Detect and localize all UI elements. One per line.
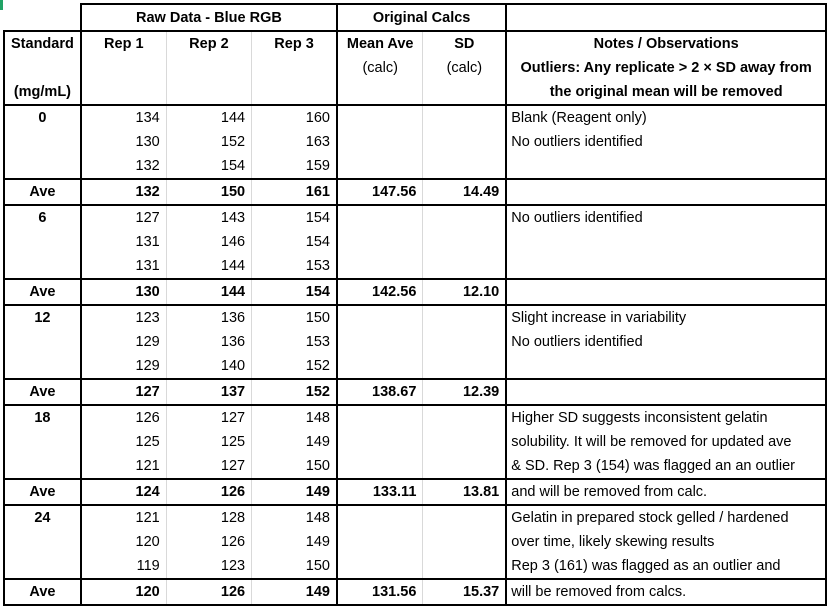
rep1-cell[interactable]: 120 [81,530,166,554]
notes-title: Notes / Observations [593,36,739,52]
notes-rule-line2: the original mean will be removed [549,84,783,100]
note-cell[interactable]: Rep 3 (161) was flagged as an outlier and [506,554,826,579]
ave-mean-cell[interactable]: 142.56 [337,279,423,305]
note-cell[interactable] [506,354,826,379]
standard-cell[interactable] [4,230,81,254]
ave-row [4,279,826,305]
rep1-cell[interactable]: 131 [81,254,166,279]
rep1-header[interactable]: Rep 1 [81,31,166,105]
ave-rep2-cell[interactable]: 126 [166,479,251,505]
mean-cell[interactable] [337,330,423,354]
ave-note-cell[interactable] [506,379,826,405]
rep2-cell[interactable]: 126 [166,530,251,554]
sd-cell[interactable] [423,205,506,230]
mean-cell[interactable] [337,205,423,230]
rep3-cell[interactable]: 150 [252,305,337,330]
rep1-cell[interactable]: 129 [81,330,166,354]
rep2-cell[interactable]: 144 [166,105,251,130]
sd-header[interactable] [423,31,506,105]
ave-row [4,379,826,405]
table-row [4,505,826,530]
rep3-cell[interactable]: 160 [252,105,337,130]
rep3-cell[interactable]: 153 [252,254,337,279]
ave-label-cell[interactable]: Ave [4,279,81,305]
note-cell[interactable]: No outliers identified [506,205,826,230]
standard-cell[interactable] [4,130,81,154]
mean-cell[interactable] [337,130,423,154]
rep3-cell[interactable]: 153 [252,330,337,354]
standard-cell[interactable]: 12 [4,305,81,330]
ave-rep3-cell[interactable]: 161 [252,179,337,205]
mean-cell[interactable] [337,254,423,279]
table-row [4,354,826,379]
rep1-cell[interactable]: 123 [81,305,166,330]
sd-cell[interactable] [423,530,506,554]
ave-sd-cell[interactable]: 14.49 [423,179,506,205]
ave-note-cell[interactable]: and will be removed from calc. [506,479,826,505]
note-cell[interactable] [506,154,826,179]
rep2-header[interactable]: Rep 2 [166,31,251,105]
ave-rep2-cell[interactable]: 137 [166,379,251,405]
standard-label: Standard [11,36,74,52]
sd-cell[interactable] [423,230,506,254]
ave-rep3-cell[interactable]: 149 [252,479,337,505]
note-cell[interactable]: Gelatin in prepared stock gelled / hardened [506,505,826,530]
mean-cell[interactable] [337,154,423,179]
table-row [4,205,826,230]
rep1-cell[interactable]: 121 [81,454,166,479]
sd-cell[interactable] [423,130,506,154]
rep3-cell[interactable]: 154 [252,205,337,230]
raw-data-header[interactable]: Raw Data - Blue RGB [81,4,337,31]
note-cell[interactable] [506,254,826,279]
note-cell[interactable] [506,230,826,254]
rep2-cell[interactable]: 127 [166,454,251,479]
ave-label-cell[interactable]: Ave [4,179,81,205]
ave-mean-cell[interactable]: 138.67 [337,379,423,405]
mean-cell[interactable] [337,454,423,479]
ave-note-cell[interactable] [506,279,826,305]
mean-cell[interactable] [337,305,423,330]
sd-cell[interactable] [423,354,506,379]
note-cell[interactable]: Blank (Reagent only) [506,105,826,130]
mean-cell[interactable] [337,530,423,554]
table-row [4,454,826,479]
standard-cell[interactable] [4,530,81,554]
note-cell[interactable]: & SD. Rep 3 (154) was flagged an an outlier [506,454,826,479]
sd-cell[interactable] [423,554,506,579]
note-cell[interactable]: No outliers identified [506,130,826,154]
rep2-cell[interactable]: 136 [166,305,251,330]
standard-cell[interactable] [4,330,81,354]
mean-cell[interactable] [337,405,423,430]
ave-sd-cell[interactable]: 12.39 [423,379,506,405]
ave-note-cell[interactable] [506,179,826,205]
mean-cell[interactable] [337,105,423,130]
rep3-cell[interactable]: 163 [252,130,337,154]
note-cell[interactable]: Higher SD suggests inconsistent gelatin [506,405,826,430]
data-table [3,3,827,606]
rep3-cell[interactable]: 150 [252,554,337,579]
mean-calc-label: (calc) [362,60,398,76]
standard-cell[interactable]: 18 [4,405,81,430]
standard-cell[interactable] [4,454,81,479]
table-row [4,254,826,279]
mean-cell[interactable] [337,230,423,254]
sd-cell[interactable] [423,305,506,330]
sd-cell[interactable] [423,454,506,479]
rep2-cell[interactable]: 146 [166,230,251,254]
rep1-cell[interactable]: 125 [81,430,166,454]
table-row [4,230,826,254]
sd-calc-label: (calc) [446,60,483,76]
table-row [4,105,826,130]
rep1-cell[interactable]: 121 [81,505,166,530]
sd-label: SD [454,36,475,52]
ave-row [4,479,826,505]
rep1-cell[interactable]: 129 [81,354,166,379]
mean-cell[interactable] [337,505,423,530]
rep2-cell[interactable]: 143 [166,205,251,230]
ave-rep2-cell[interactable]: 150 [166,179,251,205]
ave-rep1-cell[interactable]: 127 [81,379,166,405]
rep3-cell[interactable]: 148 [252,405,337,430]
rep3-cell[interactable]: 149 [252,430,337,454]
ave-rep3-cell[interactable]: 154 [252,279,337,305]
standard-cell[interactable] [4,354,81,379]
ave-row [4,579,826,605]
rep2-cell[interactable]: 127 [166,405,251,430]
rep3-cell[interactable]: 148 [252,505,337,530]
ave-label-cell[interactable]: Ave [4,479,81,505]
blank-cell [4,4,81,31]
standard-cell[interactable] [4,430,81,454]
notes-header[interactable] [506,31,826,105]
ave-label-cell[interactable]: Ave [4,579,81,605]
ave-rep2-cell[interactable]: 144 [166,279,251,305]
table-row [4,405,826,430]
rep1-cell[interactable]: 119 [81,554,166,579]
standard-cell[interactable]: 24 [4,505,81,530]
mean-label: Mean Ave [346,36,414,52]
rep1-cell[interactable]: 132 [81,154,166,179]
rep1-cell[interactable]: 134 [81,105,166,130]
sd-cell[interactable] [423,154,506,179]
note-cell[interactable]: Slight increase in variability [506,305,826,330]
standard-cell[interactable] [4,254,81,279]
rep2-cell[interactable]: 152 [166,130,251,154]
rep3-cell[interactable]: 149 [252,530,337,554]
ave-mean-cell[interactable]: 147.56 [337,179,423,205]
ave-row [4,179,826,205]
ave-rep3-cell[interactable]: 152 [252,379,337,405]
rep3-cell[interactable]: 150 [252,454,337,479]
ave-label-cell[interactable]: Ave [4,379,81,405]
standard-header[interactable] [4,31,81,105]
notes-header-top[interactable] [506,4,826,31]
ave-mean-cell[interactable]: 133.11 [337,479,423,505]
rep3-cell[interactable]: 159 [252,154,337,179]
rep3-cell[interactable]: 154 [252,230,337,254]
mean-cell[interactable] [337,554,423,579]
table-row [4,330,826,354]
sd-cell[interactable] [423,254,506,279]
note-cell[interactable]: over time, likely skewing results [506,530,826,554]
standard-cell[interactable]: 6 [4,205,81,230]
mean-header[interactable] [337,31,423,105]
ave-sd-cell[interactable]: 13.81 [423,479,506,505]
table-row [4,554,826,579]
table-row [4,154,826,179]
ave-sd-cell[interactable]: 15.37 [423,579,506,605]
sd-cell[interactable] [423,430,506,454]
sd-cell[interactable] [423,105,506,130]
ave-rep3-cell[interactable]: 149 [252,579,337,605]
sd-cell[interactable] [423,505,506,530]
ave-rep1-cell[interactable]: 120 [81,579,166,605]
standard-cell[interactable] [4,554,81,579]
rep2-cell[interactable]: 136 [166,330,251,354]
ave-rep2-cell[interactable]: 126 [166,579,251,605]
rep2-cell[interactable]: 154 [166,154,251,179]
notes-rule-line1: Outliers: Any replicate > 2 × SD away from [520,60,812,76]
sd-cell[interactable] [423,405,506,430]
rep2-cell[interactable]: 125 [166,430,251,454]
ave-rep1-cell[interactable]: 124 [81,479,166,505]
table-row [4,130,826,154]
original-calcs-header[interactable]: Original Calcs [337,4,506,31]
rep3-cell[interactable]: 152 [252,354,337,379]
rep2-cell[interactable]: 128 [166,505,251,530]
rep1-cell[interactable]: 127 [81,205,166,230]
rep1-cell[interactable]: 131 [81,230,166,254]
standard-cell[interactable]: 0 [4,105,81,130]
rep3-header[interactable]: Rep 3 [252,31,337,105]
ave-sd-cell[interactable]: 12.10 [423,279,506,305]
rep2-cell[interactable]: 144 [166,254,251,279]
rep1-cell[interactable]: 126 [81,405,166,430]
standard-cell[interactable] [4,154,81,179]
table-row [4,430,826,454]
rep2-cell[interactable]: 140 [166,354,251,379]
table-row [4,305,826,330]
ave-note-cell[interactable]: will be removed from calcs. [506,579,826,605]
mean-cell[interactable] [337,430,423,454]
rep1-cell[interactable]: 130 [81,130,166,154]
note-cell[interactable]: No outliers identified [506,330,826,354]
ave-mean-cell[interactable]: 131.56 [337,579,423,605]
ave-rep1-cell[interactable]: 130 [81,279,166,305]
mean-cell[interactable] [337,354,423,379]
note-cell[interactable]: solubility. It will be removed for updated ave [506,430,826,454]
sd-cell[interactable] [423,330,506,354]
table-row [4,530,826,554]
unit-label: (mg/mL) [13,84,72,100]
ave-rep1-cell[interactable]: 132 [81,179,166,205]
rep2-cell[interactable]: 123 [166,554,251,579]
